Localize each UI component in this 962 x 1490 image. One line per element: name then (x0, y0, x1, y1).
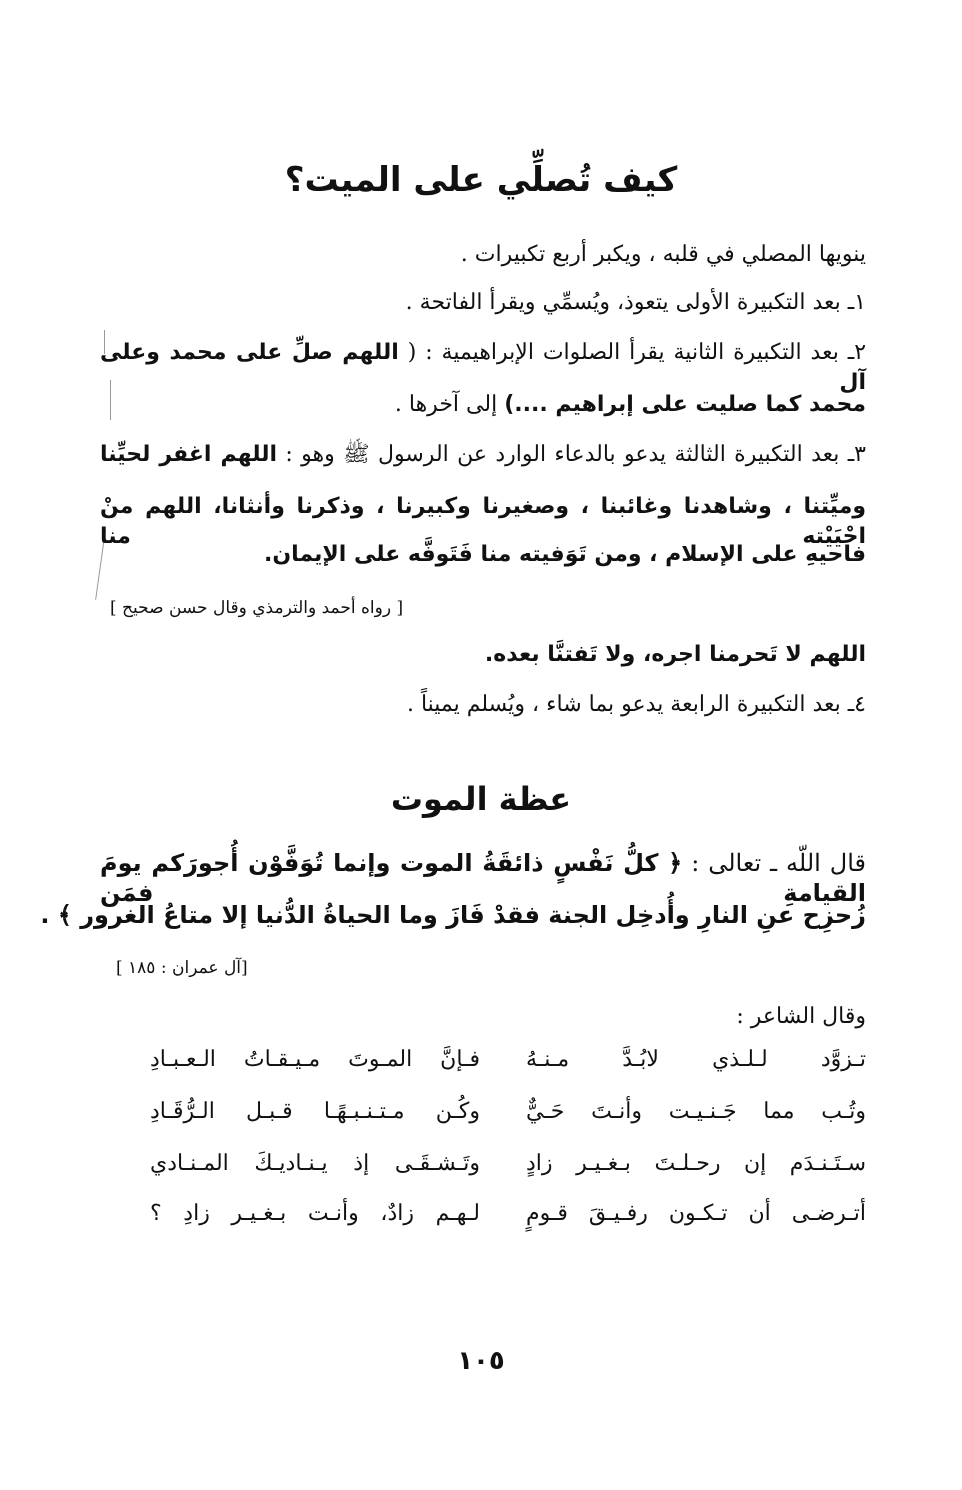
page-number: ١٠٥ (457, 1346, 505, 1376)
step-2-line-1 (100, 338, 866, 398)
section-title: عظة الموت (390, 780, 572, 818)
poet-intro: وقال الشاعر : (736, 1004, 866, 1029)
poem-hemistich-second: فـإنَّ المـوتَ مـيـقـاتُ الـعـبـادِ (150, 1047, 480, 1072)
poem-hemistich-second: لـهـم زادٌ، وأنـت بـغـيـر زادِ ؟ (150, 1201, 480, 1226)
quran-line-1 (100, 848, 866, 908)
step-3-bold-2: وميِّتنا ، وشاهدنا وغائبنا ، وصغيرنا وكبيرنا ، وذكرنا وأنثانا، اللهم منْ احْيَيْته منا (100, 494, 866, 549)
step-2-bold-2: محمد كما صليت على إبراهيم ....) (504, 392, 866, 417)
page-title: كيف تُصلِّي على الميت؟ (284, 160, 678, 200)
step-3-line-1 (100, 440, 866, 470)
step-2-line-2 (395, 390, 866, 420)
quran-verse-2: زُحزِح عنِ النارِ وأُدخِل الجنة فقدْ فَازَ وما الحياةُ الدُّنيا إلا متاعُ الغرور ﴾ . (40, 901, 866, 929)
step-3-bold-1: اللهم اغفر لحيِّنا (100, 442, 278, 467)
poem-hemistich-second: وكُـن مـتـنـبـهًـا قـبـل الـرُّقَـادِ (150, 1099, 480, 1124)
poem-hemistich-first: تـزوَّد لـلـذي لابُـدَّ مـنـهُ (526, 1047, 866, 1072)
step-2-bold-1: اللهم صلِّ على محمد وعلى آل (100, 340, 866, 395)
quran-verse-1: ﴿ كلُّ نَفْسٍ ذائقَةُ الموت وإنما تُوَفَّوْن أُجورَكم يومَ القيامةِ فمَن (100, 849, 866, 907)
poem-verse (140, 1194, 866, 1234)
poem-verse (140, 1040, 866, 1080)
step-3-bold-3: فاحيهِ على الإسلام ، ومن تَوَفيته منا فَتَوفَّه على الإيمان. (263, 542, 866, 567)
poem-hemistich-first: وتُـب مما جَـنـيـت وأنـتَ حَـيٌّ (526, 1099, 866, 1124)
poem-verse (140, 1092, 866, 1132)
intro-line: ينويها المصلي في قلبه ، ويكبر أربع تكبيرات . (460, 242, 866, 267)
poem-hemistich-first: سـتَـنـدَم إن رحـلـتَ بـغـيـر زادٍ (526, 1151, 866, 1176)
step-4: ٤ـ بعد التكبيرة الرابعة يدعو بما شاء ، ويُسلم يميناً . (406, 692, 866, 717)
poem-hemistich-second: وتَـشـقَـى إذ يـنـاديـكَ المـنـادي (150, 1151, 480, 1176)
poem-verse (140, 1144, 866, 1184)
quran-citation: [آل عمران : ١٨٥ ] (116, 958, 248, 978)
hadith-citation: [ رواه أحمد والترمذي وقال حسن صحيح ] (110, 598, 404, 618)
quran-prefix: قال اللّه ـ تعالى : (691, 849, 866, 877)
dua-line: اللهم لا تَحرمنا اجره، ولا تَفتنَّا بعده. (484, 642, 866, 667)
step-1: ١ـ بعد التكبيرة الأولى يتعوذ، ويُسمِّي ويقرأ الفاتحة . (405, 290, 866, 315)
step-3-prefix: ٣ـ بعد التكبيرة الثالثة يدعو بالدعاء الوارد عن الرسول ﷺ وهو : (285, 442, 866, 467)
step-2-prefix: ٢ـ بعد التكبيرة الثانية يقرأ الصلوات الإبراهيمية : ( (407, 340, 867, 365)
step-2-suffix: إلى آخرها . (394, 392, 498, 417)
poem-hemistich-first: أتـرضـى أن تـكـون رفـيـقَ قـومٍ (526, 1201, 866, 1226)
